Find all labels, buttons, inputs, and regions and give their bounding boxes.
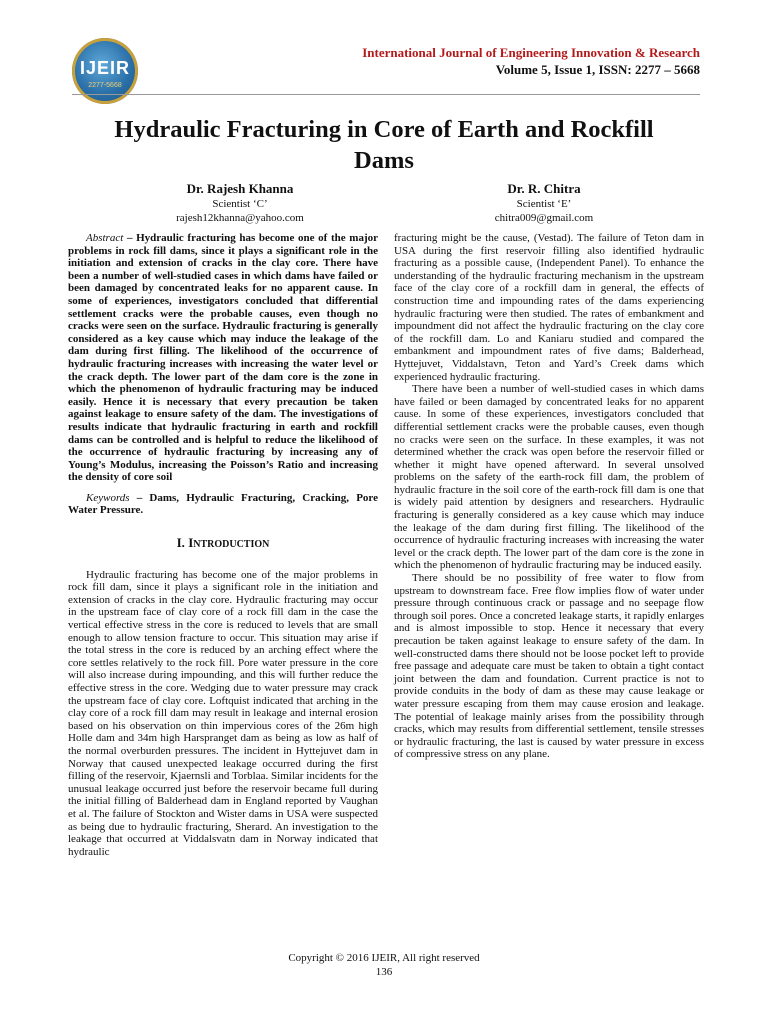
header-divider xyxy=(72,94,700,95)
copyright: Copyright © 2016 IJEIR, All right reserved xyxy=(288,952,480,964)
body-paragraph: There should be no possibility of free water to flow from upstream to downstream face. Free flow implies flow of water under pressure through continuous crack or passage and no seepage flow through soil pores. Once a concreted leakage starts, it rapidly enlarges and is almost impossible to stop. Hence it necessary that every precaution be taken against leakage to ensure safety of the dam. In well-constructed dams there should not be loose pocket left to provide free passage and adequate care must be taken to obtain a tight contact joint between the dam and foundation. Current practice is not to provide conduits in the body of dam as these may cause leakage or water pressure escaping from them may cause erosion and leakage. The potential of leakage mainly arises from the possibility through cracks, which may results from differential settlement, tensile stresses or hydraulic fracturing, the last is caused by water pressure in excess of compressive stress on any plane. xyxy=(394,572,704,761)
keywords-text: – Dams, Hydraulic Fracturing, Cracking, Pore Water Pressure. xyxy=(68,491,378,517)
right-column xyxy=(394,232,704,761)
abstract-label: Abstract xyxy=(86,232,124,244)
author-role: Scientist ‘C’ xyxy=(212,198,268,210)
section-first-letter: I xyxy=(188,535,194,551)
keywords-label: Keywords xyxy=(86,491,130,504)
body-paragraph: There have been a number of well-studied cases in which dams have failed or been damaged by concentrated leaks for no apparent cause. In some of these experiences, investigators concluded that differential settlement cracks were the probable causes, even though no cracks were seen on the surface. In these examples, it was not determined whether the crack was open before the reservoir filled or whether it might have opened afterward. In several unsolved problems on the safety of the earth-rock fill dam, the problem of hydraulic fracture in the soil core of the earth-rock fill dam is one that is widely paid attention by designers and researchers. Hydraulic fracturing is generally considered as a key cause which may induce the leakage of the dam during first filling. The likelihood of the occurrence of hydraulic fracturing increases with increasing the water level or the crack depth. The lower part of the dam core is the zone in which the phenomenon of hydraulic fracturing may be induced easily. xyxy=(394,383,704,572)
journal-name: International Journal of Engineering Innovation & Research xyxy=(362,45,700,60)
author-email: chitra009@gmail.com xyxy=(494,212,594,224)
volume-info: Volume 5, Issue 1, ISSN: 2277 – 5668 xyxy=(495,62,700,77)
author-block-2 xyxy=(424,181,664,225)
journal-header xyxy=(362,44,700,78)
author-role: Scientist ‘E’ xyxy=(516,198,572,210)
author-block-1 xyxy=(120,181,360,225)
paper-title: Hydraulic Fracturing in Core of Earth and Rockfill Dams xyxy=(114,116,654,174)
abstract xyxy=(68,232,378,484)
left-column xyxy=(68,232,378,858)
author-name: Dr. R. Chitra xyxy=(507,181,581,196)
page-footer xyxy=(0,951,768,979)
section-title-rest: NTRODUCTION xyxy=(193,539,270,551)
intro-paragraph: Hydraulic fracturing has become one of the major problems in rock fill dam, since it plays a significant role in the initiation and extension of cracks in the clay core. Hydraulic fracturing may occur in the upstream face of clay core of a rock fill dam in the case the vertical effective stress in the core is reduced to levels that are small enough to allow tension fracture to occur. This situation may arise if the total stress in the core is reduced by an arching effect where the core settles relatively to the rock fill. Pore water pressure in the core will also increase during impounding, and this will further reduce the effective stress in the core. Wedging due to water pressure may crack the upstream face of clay core. Loftquist indicated that arching in the clay core of a rock fill dam may result in leakage and internal erosion based on his observation on thin impervious cores of the 26m high Holle dam and 34m high Harspranget dam as being as low as half of the normal overburden pressures. The incident in Hyttejuvet dam in Norway that caused unexpected leakage occurred during the first filling of the reservoir, Kjaernsli and Torblaa. Similar incidents for the unusual leakage occurred just before the reservoir became full during the initial filling of Balderhead dam in England reported by Vaughan et al. The failure of Stockton and Wister dams in USA were suspected as being due to hydraulic fracturing, Sherard. An investigation to the leakage that occurred at Viddalsvatn dam in Norway indicated that hydraulic xyxy=(68,568,378,858)
author-name: Dr. Rajesh Khanna xyxy=(186,181,294,196)
section-heading xyxy=(68,537,378,552)
author-email: rajesh12khanna@yahoo.com xyxy=(176,212,304,224)
logo-subtext: 2277-5668 xyxy=(88,82,122,89)
logo-text: IJEIR xyxy=(79,58,131,78)
abstract-text: – Hydraulic fracturing has become one of the major problems in rock fill dams, since it plays a significant role in the initiation and extension of cracks in the clay core. There have been a number of well-studied cases in which dams have failed or been damaged by concentrated leaks for no apparent cause. In some of experiences, investigators concluded that differential settlement cracks were the probable causes, even though no cracks were seen on the surface. Hydraulic fracturing is generally considered as a key cause which may induce the leakage of the dam during first filling. The likelihood of the occurrence of hydraulic fracturing increases with increasing the water level or the crack depth. The lower part of the dam core is the zone in which the phenomenon of hydraulic fracturing may be induced easily. Hence it is necessary that every precaution be taken against leakage to ensure safety of the dam. The investigations of results indicate that hydraulic fracturing in earth and rockfill dams can be controlled and is helpful to reduce the likelihood of the occurrence of hydraulic fracturing by increasing any of Young’s Modulus, increasing the Poisson’s Ratio and increasing the density of core soil xyxy=(68,232,378,484)
page-number: 136 xyxy=(375,966,393,978)
body-paragraph: fracturing might be the cause, (Vestad). The failure of Teton dam in USA during the first reservoir filling also identified hydraulic fracturing as a possible cause, (Independent Panel). To enhance the understanding of the hydraulic fracturing mechanism in the upstream face of the clay core of a rockfill dam in general, the effects of construction time and impounding rates of the dams experiencing hydraulic fracturing were then studied. The rates of embankment and impoundment did not affect the hydraulic fracturing on the clay core of the rockfill dam. Lo and Kaniaru studied and compared the embankment and impoundment rates of five dams; Balderhead, Hyttejuvet, Viddalstavn, Teton and Yard’s Creek dams which experienced hydraulic fracturing. xyxy=(394,232,704,383)
keywords xyxy=(68,492,378,517)
section-number: I. xyxy=(176,535,189,551)
